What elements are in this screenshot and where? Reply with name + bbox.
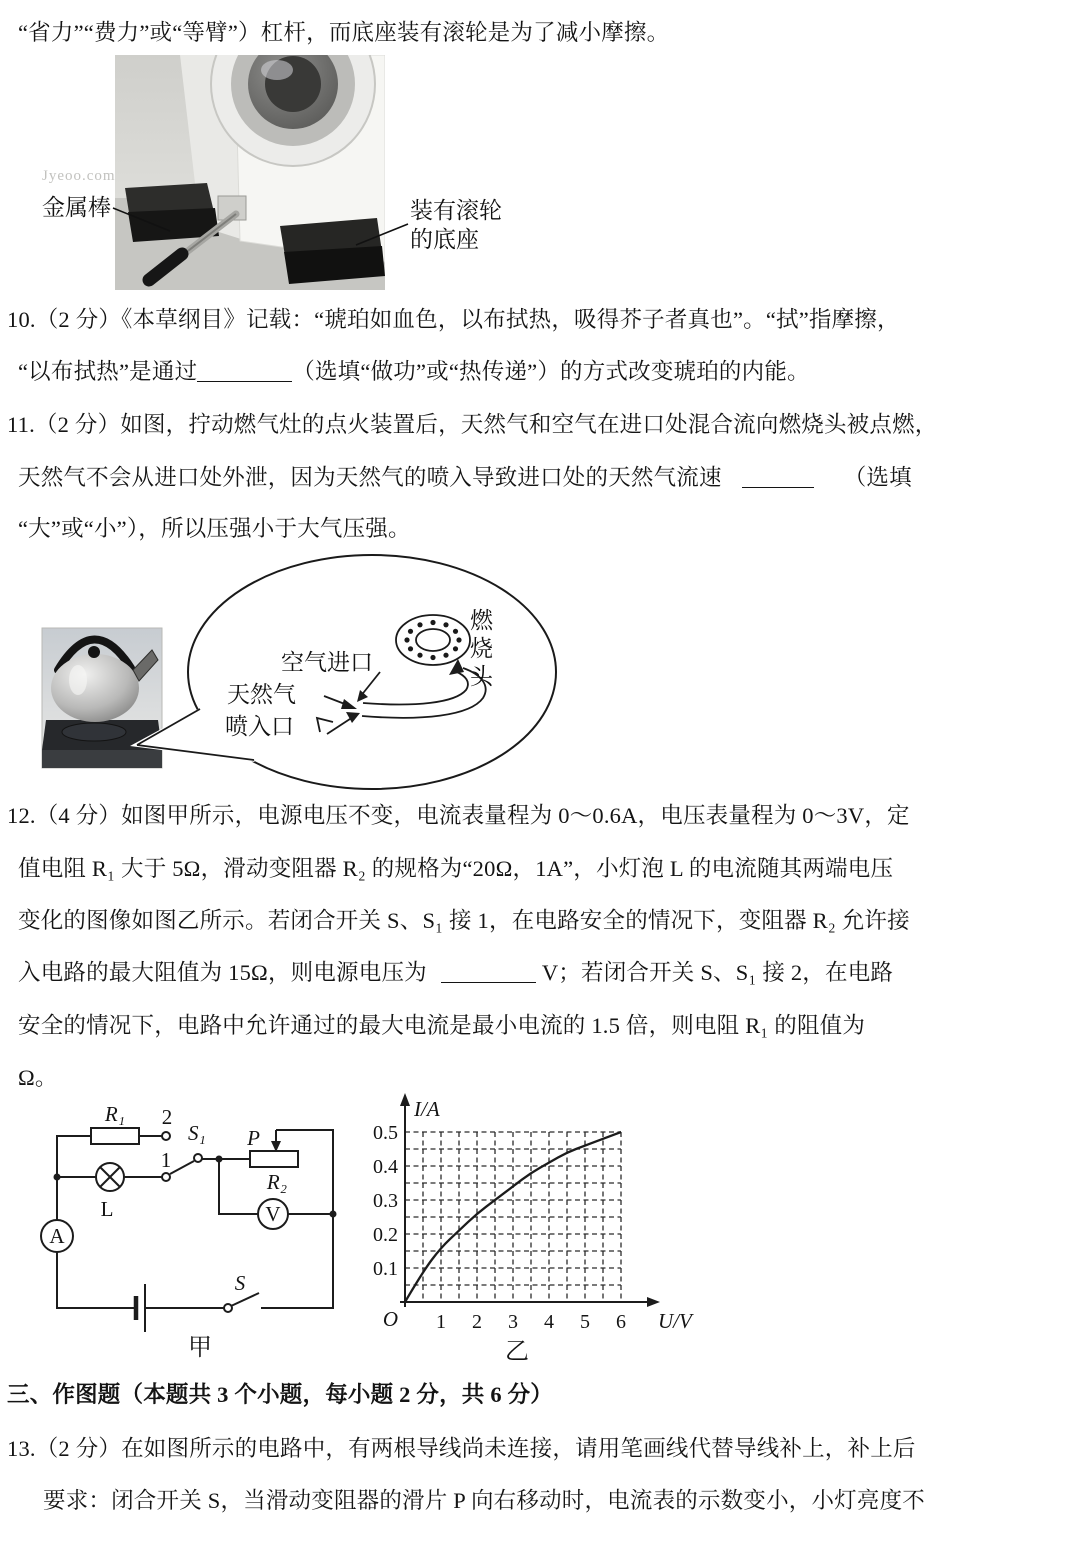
svg-text:0.5: 0.5: [373, 1122, 398, 1144]
stove-front: [42, 750, 162, 768]
switch-s1-lever: [170, 1161, 194, 1174]
air-inlet-label: 空气进口: [281, 650, 373, 675]
circuit-caption: 甲: [188, 1335, 212, 1361]
rheostat-r2: [250, 1151, 298, 1167]
graph-caption: 乙: [505, 1339, 529, 1365]
resistor-r1-label: R₁: [104, 1102, 126, 1126]
battery: [136, 1284, 145, 1332]
q12-line3: 变化的图像如图乙所示。若闭合开关 S、S₁ 接 1，在电路安全的情况下，变阻器 R₂ 允许接: [18, 908, 910, 933]
lamp-label: L: [100, 1197, 114, 1221]
svg-text:3: 3: [508, 1311, 518, 1333]
q12-line4-pre: 入电路的最大阻值为 15Ω，则电源电压为: [18, 960, 427, 985]
circuit-diagram: [30, 1085, 370, 1365]
x-tick-labels: [436, 1311, 626, 1333]
q12-line1: 12.（4 分）如图甲所示，电源电压不变，电流表量程为 0～0.6A，电压表量程为 0～3V，定: [7, 803, 910, 828]
svg-text:0.3: 0.3: [373, 1190, 398, 1212]
section3-heading: 三、作图题（本题共 3 个小题，每小题 2 分，共 6 分）: [7, 1382, 554, 1407]
slider-p-label: P: [247, 1126, 260, 1150]
y-axis-arrow: [400, 1093, 410, 1106]
q12-line4: [18, 958, 893, 987]
switch-s-label: S: [234, 1271, 246, 1295]
svg-text:0.2: 0.2: [373, 1224, 398, 1246]
intro-line: “省力”“费力”或“等臂”）杠杆，而底座装有滚轮是为了减小摩擦。: [18, 20, 670, 45]
iu-graph: [370, 1085, 705, 1370]
roller-base-left: [125, 183, 219, 242]
q13-line2: 要求：闭合开关 S，当滑动变阻器的滑片 P 向右移动时，电流表的示数变小，小灯亮度不: [43, 1488, 925, 1513]
q10-line2: [18, 357, 810, 386]
burner-head-label: 燃烧头: [467, 608, 492, 692]
svg-text:2: 2: [472, 1311, 482, 1333]
roller-base-label-1: 装有滚轮: [410, 198, 502, 223]
origin-label: O: [382, 1307, 398, 1331]
lamp: [96, 1163, 124, 1191]
x-axis-label: U/V: [658, 1309, 692, 1333]
rheostat-r2-label: R₂: [266, 1170, 288, 1194]
q10-line2-pre: “以布拭热”是通过: [18, 359, 198, 384]
resistor-r1: [91, 1128, 139, 1144]
metal-rod-label: 金属棒: [42, 195, 111, 220]
q10-answer-blank: [197, 361, 292, 382]
graph-grid: [405, 1132, 621, 1302]
q12-line6: Ω。: [18, 1065, 58, 1090]
q13-line1: 13.（2 分）在如图所示的电路中，有两根导线尚未连接，请用笔画线代替导线补上，补上后: [7, 1436, 916, 1461]
left-rail: [57, 1136, 136, 1308]
q10-line2-post: （选填“做功”或“热传递”）的方式改变琥珀的内能。: [292, 359, 810, 384]
voltmeter-label: V: [265, 1202, 281, 1226]
x-axis-arrow: [647, 1297, 660, 1307]
svg-text:6: 6: [616, 1311, 626, 1333]
kettle-body: [51, 654, 139, 722]
terminal-1: [162, 1173, 170, 1181]
terminal-1-label: 1: [160, 1148, 172, 1172]
stove-burner: [62, 723, 126, 741]
svg-text:4: 4: [544, 1311, 554, 1333]
terminal-2-label: 2: [161, 1105, 173, 1129]
roller-base-label-2: 的底座: [410, 227, 479, 252]
switch-s1-label: S₁: [188, 1121, 206, 1145]
ammeter-label: A: [49, 1224, 65, 1248]
q10-line1: 10.（2 分）《本草纲目》记载：“琥珀如血色，以布拭热，吸得芥子者真也”。“拭”指摩擦，: [7, 307, 900, 332]
q11-line2-post: （选填: [843, 465, 912, 490]
q12-line4-post: V；若闭合开关 S、S₁ 接 2，在电路: [541, 960, 894, 985]
q12-line5: 安全的情况下，电路中允许通过的最大电流是最小电流的 1.5 倍，则电阻 R₁ 的阻值为: [18, 1013, 866, 1038]
svg-text:1: 1: [436, 1311, 446, 1333]
svg-text:0.1: 0.1: [373, 1258, 398, 1280]
q11-line2-pre: 天然气不会从进口处外泄，因为天然气的喷入导致进口处的天然气流速: [18, 465, 722, 490]
gas-label-line2: 喷入口: [225, 714, 294, 739]
y-tick-labels: [373, 1122, 398, 1280]
roller-base-right: [280, 218, 385, 284]
q12-answer-blank: [441, 962, 536, 983]
q11-line3: “大”或“小”），所以压强小于大气压强。: [18, 516, 411, 541]
q11-line2: [18, 463, 912, 492]
watermark-text: Jyeoo.com: [42, 168, 116, 184]
svg-text:0.4: 0.4: [373, 1156, 398, 1178]
q12-line2: 值电阻 R₁ 大于 5Ω，滑动变阻器 R₂ 的规格为“20Ω，1A”，小灯泡 L 的电流随其两端电压: [18, 856, 894, 881]
q11-line1: 11.（2 分）如图，拧动燃气灶的点火装置后，天然气和空气在进口处混合流向燃烧头被点燃，: [7, 412, 938, 437]
y-axis-label: I/A: [414, 1097, 440, 1121]
q11-answer-blank: [742, 467, 814, 488]
gas-label-line1: 天然气: [227, 682, 296, 707]
kettle-highlight: [69, 665, 87, 695]
switch-s1-pivot: [194, 1154, 202, 1162]
kettle-lid-knob: [88, 646, 100, 658]
svg-text:5: 5: [580, 1311, 590, 1333]
terminal-2: [162, 1132, 170, 1140]
